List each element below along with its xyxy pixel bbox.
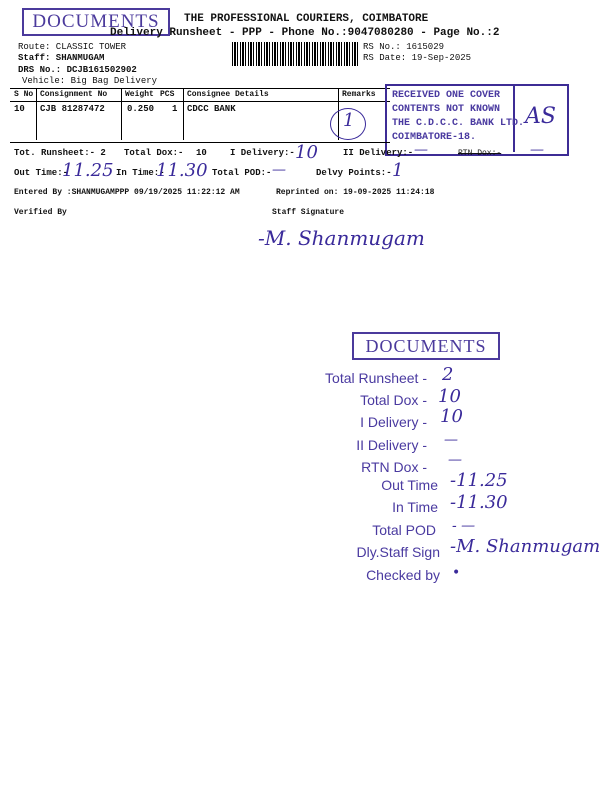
summary-label: Out Time [381,477,438,493]
summary-value: -11.25 [450,470,508,491]
route-label: Route: CLASSIC TOWER [18,42,127,52]
staff-signature: -M. Shanmugam [258,226,425,250]
summary-documents-stamp [352,332,500,360]
cell-pcs: 1 [172,104,178,114]
cell-sno: 10 [14,104,25,114]
verified-by: Verified By [14,208,67,217]
delvy-points-label: Delvy Points:- [316,168,392,178]
cell-consignment: CJB 81287472 [40,104,105,114]
column-divider [121,88,122,140]
col-header-sno: S No [14,90,34,99]
remark-mark: 1 [343,110,355,131]
delvy-points-hand: 1 [392,160,404,181]
i-delivery-label: I Delivery:- [230,148,295,158]
vehicle-label: Vehicle: Big Bag Delivery [22,76,158,86]
documents-stamp-text: DOCUMENTS [32,11,160,32]
summary-label: I Delivery - [360,414,427,430]
rtn-dox-hand: — [530,142,544,158]
summary-label: Total Runsheet - [325,370,427,386]
summary-value: -M. Shanmugam [450,536,600,557]
summary-value: 10 [440,406,463,427]
reprinted-on: Reprinted on: 19-09-2025 11:24:18 [276,188,435,197]
staff-signature-label: Staff Signature [272,208,345,217]
received-line-2: CONTENTS NOT KNOWN [392,104,501,115]
rs-date: RS Date: 19-Sep-2025 [363,53,472,63]
totals-separator [10,142,390,143]
in-time-hand: 11.30 [156,160,208,181]
summary-label: Dly.Staff Sign [356,544,440,560]
col-header-consignment: Consignment No [40,90,108,99]
total-pod-label: Total POD:- [212,168,272,178]
col-header-consignee: Consignee Details [187,90,269,99]
summary-label: In Time [392,499,438,515]
total-dox-label: Total Dox:- [124,148,184,158]
company-name: THE PROFESSIONAL COURIERS, COIMBATORE [184,13,429,25]
summary-value: — [448,452,462,468]
col-header-remarks: Remarks [342,90,376,99]
summary-value: 10 [438,386,461,407]
summary-documents-stamp-text: DOCUMENTS [365,336,487,356]
col-header-weight: Weight [125,90,154,99]
received-initials: AS [525,104,556,129]
summary-value: • [452,565,461,581]
summary-value: - — [452,518,476,534]
received-line-1: RECEIVED ONE COVER [392,90,501,101]
col-header-pcs: PCS [160,90,175,99]
column-divider [36,88,37,140]
summary-label: II Delivery - [356,437,427,453]
total-dox-value: 10 [196,148,207,158]
received-line-4: COIMBATORE-18. [392,132,477,143]
tot-runsheet: Tot. Runsheet:- 2 [14,148,106,158]
cell-consignee: CDCC BANK [187,104,236,114]
summary-label: Total POD [372,522,436,538]
summary-label: Checked by [366,567,440,583]
total-pod-hand: — [272,162,286,178]
received-line-3: THE C.D.C.C. BANK LTD. [392,118,525,129]
barcode [232,42,358,66]
in-time-label: In Time:- [116,168,165,178]
summary-value: -11.30 [450,492,508,513]
summary-label: Total Dox - [360,392,427,408]
drs-number: DRS No.: DCJB161502902 [18,65,137,75]
summary-value: — [444,432,458,448]
cell-weight: 0.250 [127,104,155,114]
staff-label: Staff: SHANMUGAM [18,53,105,63]
summary-value: 2 [442,364,454,385]
i-delivery-hand: 10 [295,142,318,163]
ii-delivery-hand: — [414,142,428,158]
runsheet-title: Delivery Runsheet - PPP - Phone No.:9047080280 - Page No.:2 [110,27,500,39]
column-divider [183,88,184,140]
rs-number: RS No.: 1615029 [363,42,445,52]
summary-label: RTN Dox - [361,459,427,475]
out-time-label: Out Time:- [14,168,69,178]
ii-delivery-label: II Delivery:- [343,148,414,158]
entered-by: Entered By :SHANMUGAMPPP 09/19/2025 11:22:12 AM [14,188,240,197]
rtn-dox-label: RTN Dox:- [458,149,502,158]
out-time-hand: 11.25 [62,160,114,181]
